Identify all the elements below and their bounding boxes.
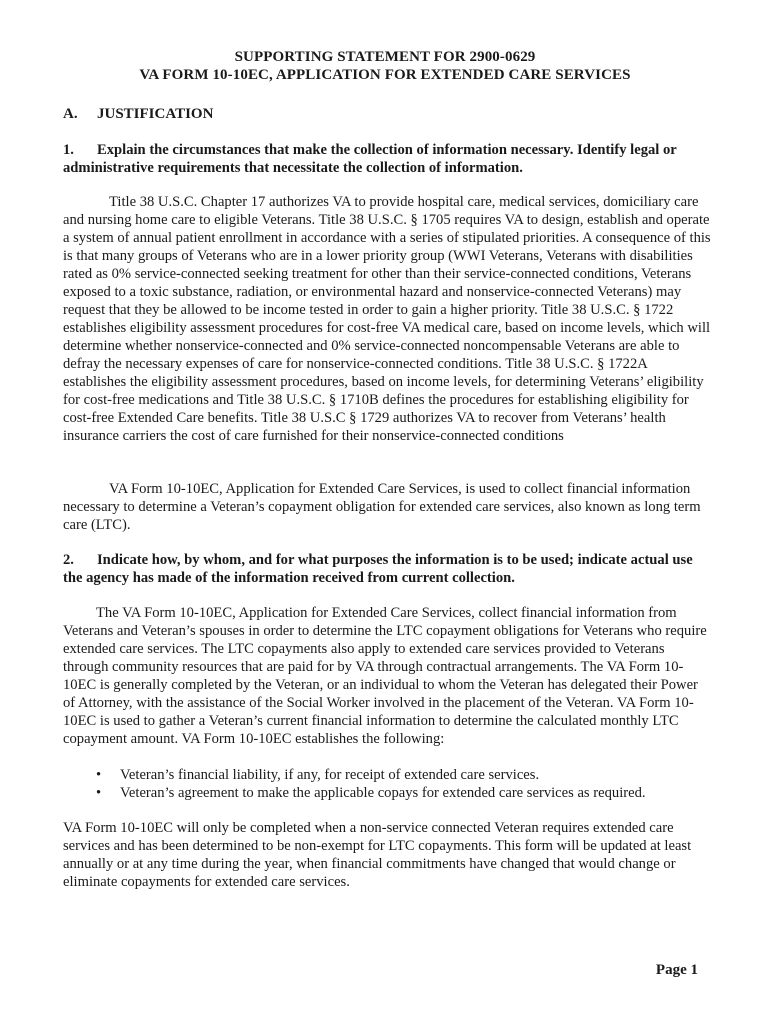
page-number: Page 1 xyxy=(655,962,698,978)
question-2 xyxy=(63,551,713,587)
question-number: 1. xyxy=(63,142,74,158)
document-title-line2: VA FORM 10-10EC, APPLICATION FOR EXTENDED CARE SERVICES xyxy=(139,67,631,83)
document-title-line1: SUPPORTING STATEMENT FOR 2900-0629 xyxy=(234,49,536,65)
question-text: Indicate how, by whom, and for what purposes the information is to be used; indicate actual use the agency has made of the information received from current collection. xyxy=(63,552,693,586)
section-title: JUSTIFICATION xyxy=(97,106,214,122)
list-item-text: Veteran’s agreement to make the applicable copays for extended care services as required. xyxy=(120,785,646,801)
bullet-icon: • xyxy=(96,767,102,783)
question-1 xyxy=(63,141,713,177)
paragraph-form-purpose: VA Form 10-10EC, Application for Extended Care Services, is used to collect financial information necessary to determine a Veteran’s copayment obligation for extended care services, also known as long term care (LTC). xyxy=(63,481,701,533)
section-heading xyxy=(63,105,213,124)
bullet-list xyxy=(63,766,711,802)
list-item xyxy=(63,784,711,802)
paragraph-information-use: The VA Form 10-10EC, Application for Extended Care Services, collect financial information from Veterans and Veteran’s spouses in order to determine the LTC copayment obligations for Veterans who require extended care services. The LTC copayments also apply to extended care services provided to Veterans through community resources that are paid for by VA through contractual arrangements. The VA Form 10-10EC is generally completed by the Veteran, or an individual to whom the Veteran has delegated their Power of Attorney, with the assistance of the Social Worker involved in the placement of the Veteran. VA Form 10-10EC is used to gather a Veteran’s current financial information to determine the calculated monthly LTC copayment amount. VA Form 10-10EC establishes the following: xyxy=(63,605,707,747)
section-number: A. xyxy=(63,106,78,122)
list-item xyxy=(63,766,711,784)
question-text: Explain the circumstances that make the collection of information necessary. Identify legal or administrative requirements that necessitate the collection of information. xyxy=(63,142,677,176)
paragraph-legal-authority: Title 38 U.S.C. Chapter 17 authorizes VA to provide hospital care, medical services, domiciliary care and nursing home care to eligible Veterans. Title 38 U.S.C. § 1705 requires VA to design, establish and operate a system of annual patient enrollment in accordance with a series of stipulated priorities. A consequence of this is that many groups of Veterans who are in a lower priority group (WWI Veterans, Veterans with disabilities rated as 0% service-connected seeking treatment for other than their service-connected conditions, Veterans exposed to a toxic substance, radiation, or environmental hazard and nonservice-connected Veterans) may request that they be allowed to be income tested in order to gain a higher priority. Title 38 U.S.C. § 1722 establishes eligibility assessment procedures for cost-free VA medical care, based on income levels, which will determine whether nonservice-connected and 0% service-connected noncompensable Veterans are able to defray the necessary expenses of care for nonservice-connected conditions. Title 38 U.S.C. § 1722A establishes the eligibility assessment procedures, based on income levels, for determining Veterans’ eligibility for cost-free medications and Title 38 U.S.C. § 1710B defines the procedures for establishing eligibility for cost-free Extended Care benefits. Title 38 U.S.C § 1729 authorizes VA to recover from Veterans’ health insurance carriers the cost of care furnished for their nonservice-connected conditions xyxy=(63,194,711,444)
question-number: 2. xyxy=(63,552,74,568)
list-item-text: Veteran’s financial liability, if any, for receipt of extended care services. xyxy=(120,767,540,783)
bullet-icon: • xyxy=(96,785,102,801)
paragraph-completion-conditions: VA Form 10-10EC will only be completed when a non-service connected Veteran requires extended care services and has been determined to be non-exempt for LTC copayments. This form will be updated at least annually or at any time during the year, when financial commitments have changed that would change or eliminate copayments for extended care services. xyxy=(63,820,692,890)
